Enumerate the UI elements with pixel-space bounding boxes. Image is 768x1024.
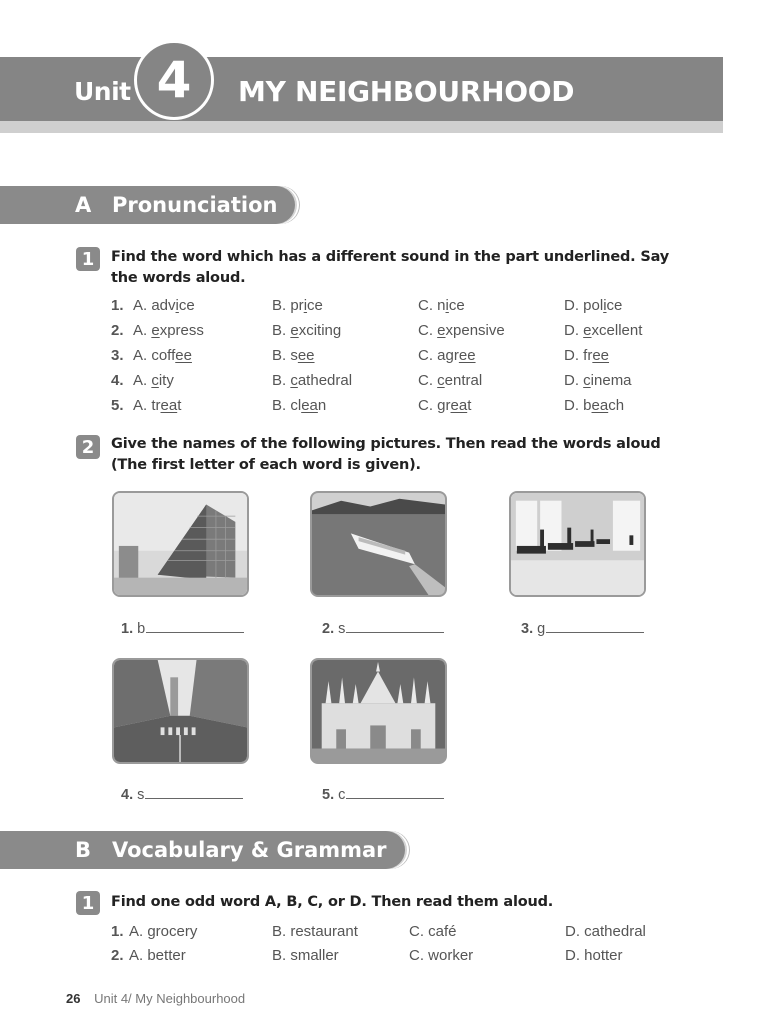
option-b[interactable] (272, 347, 315, 364)
underlined-sound: ea (450, 397, 468, 414)
building-photo (112, 491, 249, 597)
option-a[interactable]: A. grocery (129, 923, 198, 940)
option-text: C. n (418, 297, 446, 314)
option-text: ce (307, 297, 323, 314)
underlined-sound: c (583, 372, 591, 389)
option-d[interactable] (564, 297, 622, 314)
underlined-sound: ee (175, 347, 192, 364)
picture-5-caption (322, 786, 444, 803)
option-text: D. (564, 372, 584, 389)
option-text: B. (272, 322, 291, 339)
option-b[interactable]: B. smaller (272, 947, 339, 964)
unit-number: 4 (156, 51, 192, 109)
exercise-a2-instruction: Give the names of the following pictures. Then read the words aloud (The first letter of each word is given). (111, 436, 661, 473)
option-b[interactable] (272, 372, 352, 389)
option-c[interactable] (418, 397, 471, 414)
picture-4-number: 4. (121, 787, 134, 803)
option-text: n (317, 397, 327, 414)
underlined-sound: e (437, 322, 446, 339)
exercise-a1-number: 1 (76, 247, 100, 271)
option-text: ce (178, 297, 195, 314)
option-text: A. adv (133, 297, 176, 314)
section-a-letter: A (75, 193, 92, 217)
picture-5-letter: c (338, 787, 346, 803)
option-a[interactable]: A. better (129, 947, 186, 964)
option-text: C. gr (418, 397, 451, 414)
picture-1-caption (121, 620, 244, 637)
picture-3-number: 3. (521, 621, 534, 637)
picture-2-number: 2. (322, 621, 335, 637)
option-text: B. cl (272, 397, 302, 414)
row-number: 4. (111, 372, 124, 389)
exercise-a1-row (0, 297, 768, 319)
underlined-sound: c (151, 372, 159, 389)
row-number: 5. (111, 397, 124, 414)
option-text: A. coff (133, 347, 176, 364)
exercise-a1-row (0, 347, 768, 369)
footer-text: Unit 4/ My Neighbourhood (94, 991, 246, 1006)
option-text: D. (564, 322, 584, 339)
option-text: inema (590, 372, 632, 389)
option-c[interactable] (418, 372, 482, 389)
underlined-sound: i (603, 297, 607, 314)
picture-2-caption (322, 620, 444, 637)
gym-photo (509, 491, 646, 597)
option-text: ity (158, 372, 174, 389)
picture-4-letter: s (137, 787, 145, 803)
option-text: B. pr (272, 297, 304, 314)
picture-2-answer-blank[interactable] (346, 620, 444, 633)
picture-2-letter: s (338, 621, 346, 637)
option-text: A. (133, 372, 152, 389)
street-photo (112, 658, 249, 764)
section-b-banner (0, 831, 405, 869)
option-text: xpress (159, 322, 204, 339)
option-text: A. (133, 322, 152, 339)
picture-4-caption (121, 786, 243, 803)
underlined-sound: ee (592, 347, 610, 364)
option-c[interactable]: C. worker (409, 947, 474, 964)
underlined-sound: ee (297, 347, 315, 364)
underlined-sound: i (303, 297, 308, 314)
picture-4-answer-blank[interactable] (145, 786, 243, 799)
section-b-title: Vocabulary & Grammar (112, 838, 387, 862)
option-a[interactable] (133, 322, 204, 339)
unit-header-underline (0, 121, 723, 133)
underlined-sound: c (290, 372, 298, 389)
underlined-sound: ea (160, 397, 178, 414)
unit-number-badge (134, 40, 214, 120)
row-number: 1. (111, 297, 124, 314)
row-number: 1. (111, 923, 124, 940)
underlined-sound: i (175, 297, 179, 314)
option-b[interactable] (272, 322, 341, 339)
option-text: B. (272, 372, 291, 389)
option-d[interactable] (564, 397, 624, 414)
section-a-title: Pronunciation (112, 193, 278, 217)
unit-title: MY NEIGHBOURHOOD (238, 75, 575, 108)
option-text: xcellent (591, 322, 643, 339)
unit-label: Unit (74, 77, 131, 106)
option-text: D. pol (564, 297, 604, 314)
exercise-b1-row (0, 947, 768, 969)
option-a[interactable] (133, 397, 181, 414)
underlined-sound: ea (301, 397, 318, 414)
option-a[interactable] (133, 372, 174, 389)
option-c[interactable]: C. café (409, 923, 457, 940)
ship-photo (310, 491, 447, 597)
underlined-sound: ea (591, 397, 609, 414)
option-d[interactable] (564, 372, 632, 389)
underlined-sound: e (151, 322, 160, 339)
section-b-letter: B (75, 838, 92, 862)
option-a[interactable] (133, 297, 195, 314)
option-d[interactable]: D. hotter (565, 947, 623, 964)
page-footer (66, 991, 245, 1006)
exercise-a1-row (0, 322, 768, 344)
exercise-a1-row (0, 397, 768, 419)
option-text: t (467, 397, 472, 414)
option-c[interactable] (418, 322, 505, 339)
option-text: D. b (564, 397, 592, 414)
exercise-a1-row (0, 372, 768, 394)
option-d[interactable] (564, 322, 642, 339)
exercise-b1-instruction: Find one odd word A, B, C, or D. Then read them aloud. (111, 894, 554, 910)
section-a-banner (0, 186, 295, 224)
underlined-sound: ee (458, 347, 476, 364)
option-a[interactable] (133, 347, 192, 364)
option-text: C. (418, 322, 438, 339)
option-text: C. (418, 372, 438, 389)
exercise-a2-number: 2 (76, 435, 100, 459)
option-c[interactable] (418, 297, 465, 314)
option-text: xpensive (445, 322, 505, 339)
option-text: ce (448, 297, 465, 314)
option-text: t (177, 397, 182, 414)
underlined-sound: i (445, 297, 449, 314)
exercise-b1-row (0, 923, 768, 945)
option-text: D. fr (564, 347, 593, 364)
exercise-b1-number: 1 (76, 891, 100, 915)
page-number: 26 (66, 991, 81, 1006)
option-text: A. tr (133, 397, 161, 414)
option-text: ce (606, 297, 623, 314)
option-d[interactable]: D. cathedral (565, 923, 646, 940)
option-b[interactable] (272, 397, 326, 414)
cathedral-photo (310, 658, 447, 764)
option-text: ch (608, 397, 625, 414)
option-b[interactable] (272, 297, 323, 314)
row-number: 3. (111, 347, 124, 364)
option-text: entral (444, 372, 483, 389)
option-text: B. s (272, 347, 298, 364)
option-b[interactable]: B. restaurant (272, 923, 358, 940)
picture-1-letter: b (137, 621, 146, 637)
picture-5-answer-blank[interactable] (346, 786, 444, 799)
option-text: xciting (298, 322, 342, 339)
row-number: 2. (111, 322, 124, 339)
picture-3-letter: g (537, 621, 546, 637)
row-number: 2. (111, 947, 124, 964)
option-c[interactable] (418, 347, 476, 364)
picture-1-number: 1. (121, 621, 134, 637)
underlined-sound: e (583, 322, 592, 339)
option-text: athedral (297, 372, 353, 389)
option-d[interactable] (564, 347, 609, 364)
picture-3-caption (521, 620, 644, 637)
picture-1-answer-blank[interactable] (146, 620, 244, 633)
underlined-sound: e (290, 322, 299, 339)
underlined-sound: c (437, 372, 445, 389)
option-text: C. agr (418, 347, 459, 364)
picture-5-number: 5. (322, 787, 335, 803)
exercise-a1-instruction: Find the word which has a different sound in the part underlined. Say the words aloud. (111, 249, 669, 286)
picture-3-answer-blank[interactable] (546, 620, 644, 633)
